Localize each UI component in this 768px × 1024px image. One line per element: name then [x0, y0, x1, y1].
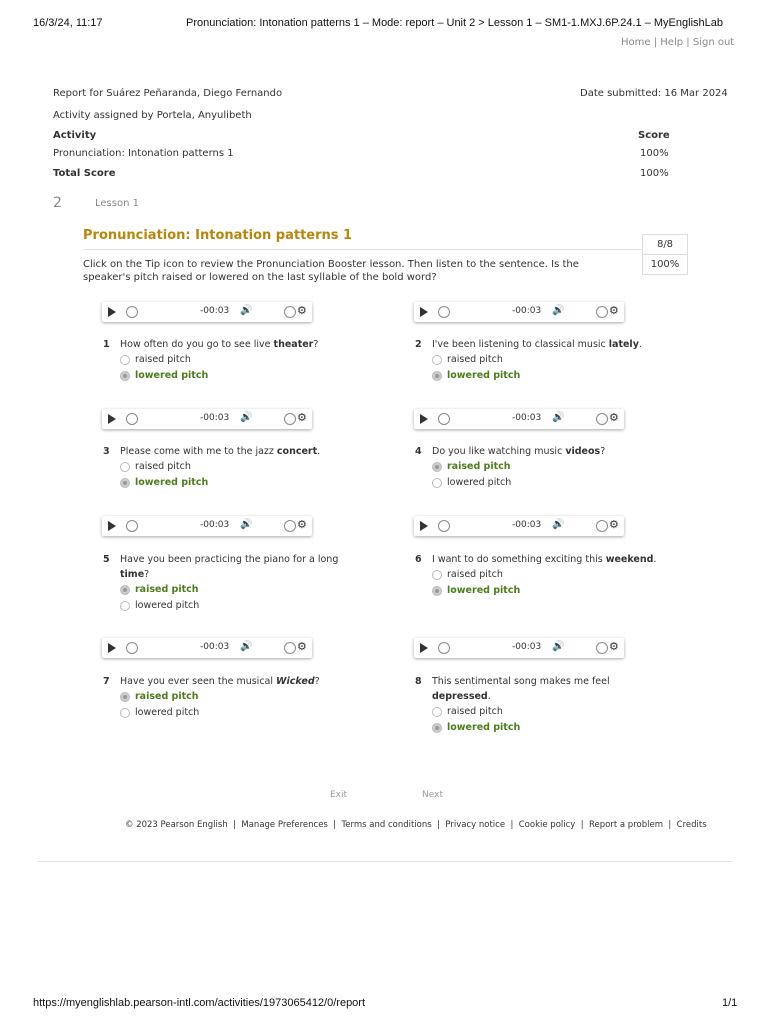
bold-word: videos	[565, 446, 601, 457]
footer-separator: |	[668, 820, 672, 830]
question-2	[415, 337, 662, 384]
page-footer	[125, 820, 707, 830]
gear-icon[interactable]: ⚙	[297, 640, 307, 653]
option-label: raised pitch	[135, 354, 191, 365]
footer-separator: |	[510, 820, 514, 830]
progress-handle[interactable]	[126, 413, 138, 425]
progress-handle[interactable]	[438, 413, 450, 425]
question-punct: ?	[144, 569, 150, 580]
play-icon[interactable]	[108, 643, 116, 653]
question-number: 3	[103, 446, 110, 457]
question-punct: ?	[600, 446, 606, 457]
footer-separator: |	[580, 820, 584, 830]
audio-player[interactable]	[102, 409, 312, 429]
radio-button[interactable]	[120, 371, 130, 381]
play-icon[interactable]	[420, 521, 428, 531]
volume-icon[interactable]: 🔊	[240, 641, 253, 652]
volume-handle[interactable]	[284, 413, 296, 425]
audio-player[interactable]	[414, 409, 624, 429]
next-button[interactable]: Next	[422, 790, 443, 800]
question-text: Do you like watching music	[432, 446, 566, 457]
question-punct: .	[317, 446, 321, 457]
play-icon[interactable]	[420, 643, 428, 653]
option-lowered-pitch[interactable]	[432, 720, 662, 736]
volume-handle[interactable]	[284, 520, 296, 532]
bold-word: lately	[608, 339, 639, 350]
question-text: This sentimental song makes me feel	[432, 676, 610, 687]
volume-handle[interactable]	[284, 306, 296, 318]
credits-link[interactable]: Credits	[676, 820, 707, 830]
option-label: raised pitch	[447, 461, 511, 472]
question-8	[415, 674, 662, 736]
question-text: I've been listening to classical music	[432, 339, 609, 350]
footer-separator: |	[437, 820, 440, 830]
question-punct: ?	[314, 676, 320, 687]
progress-handle[interactable]	[126, 306, 138, 318]
option-raised-pitch[interactable]	[120, 582, 350, 598]
bold-word: depressed	[432, 691, 488, 702]
radio-button[interactable]	[432, 478, 442, 488]
print-url: https://myenglishlab.pearson-intl.com/activities/1973065412/0/report	[33, 997, 366, 1009]
audio-time: -00:03	[200, 306, 230, 316]
audio-time: -00:03	[512, 413, 542, 423]
question-punct: .	[487, 691, 491, 702]
audio-player[interactable]	[414, 516, 624, 536]
option-label: lowered pitch	[447, 370, 521, 381]
question-number: 2	[415, 339, 422, 350]
option-label: lowered pitch	[135, 370, 209, 381]
instructions: Click on the Tip icon to review the Pronunciation Booster lesson. Then listen to the sentence. Is the speaker's pitch raised or lowered on the last syllable of the bold word?	[83, 259, 579, 283]
activity-score-box	[642, 234, 688, 275]
question-text: How often do you go to see live	[120, 339, 274, 350]
gear-icon[interactable]: ⚙	[297, 411, 307, 424]
progress-handle[interactable]	[126, 520, 138, 532]
radio-button[interactable]	[120, 478, 130, 488]
radio-button[interactable]	[432, 371, 442, 381]
option-raised-pitch[interactable]	[120, 459, 350, 475]
audio-time: -00:03	[200, 520, 230, 530]
audio-time: -00:03	[512, 642, 542, 652]
date-submitted: Date submitted: 16 Mar 2024	[580, 88, 728, 99]
question-number: 1	[103, 339, 110, 350]
title-divider	[83, 249, 643, 250]
activity-title: Pronunciation: Intonation patterns 1	[83, 228, 353, 243]
gear-icon[interactable]: ⚙	[297, 304, 307, 317]
question-number: 5	[103, 554, 110, 565]
audio-player[interactable]	[102, 516, 312, 536]
privacy-link[interactable]: Privacy notice	[445, 820, 506, 830]
question-punct: .	[653, 554, 657, 565]
progress-handle[interactable]	[126, 642, 138, 654]
audio-time: -00:03	[512, 306, 542, 316]
option-label: lowered pitch	[447, 585, 521, 596]
nav-separator: |	[686, 37, 690, 48]
question-punct: .	[638, 339, 642, 350]
print-datetime: 16/3/24, 11:17	[33, 17, 103, 29]
report-problem-link[interactable]: Report a problem	[589, 820, 663, 830]
option-label: lowered pitch	[135, 707, 200, 718]
audio-player[interactable]	[102, 638, 312, 658]
option-label: lowered pitch	[447, 477, 512, 488]
activity-name: Pronunciation: Intonation patterns 1	[53, 148, 234, 159]
audio-time: -00:03	[200, 413, 230, 423]
radio-button[interactable]	[120, 462, 130, 472]
activity-score: 100%	[640, 148, 669, 159]
option-raised-pitch[interactable]	[432, 567, 662, 583]
sign-out-link[interactable]: Sign out	[692, 37, 735, 48]
volume-icon[interactable]: 🔊	[552, 519, 565, 530]
option-label: raised pitch	[135, 584, 199, 595]
volume-handle[interactable]	[596, 520, 608, 532]
option-raised-pitch[interactable]	[432, 704, 662, 720]
volume-icon[interactable]: 🔊	[240, 305, 253, 316]
radio-button[interactable]	[432, 570, 442, 580]
score-percent: 100%	[650, 259, 680, 270]
option-lowered-pitch[interactable]	[120, 705, 350, 721]
volume-handle[interactable]	[596, 413, 608, 425]
lesson-number: 2	[53, 195, 62, 211]
manage-preferences-link[interactable]: Manage Preferences	[241, 820, 328, 830]
option-label: raised pitch	[447, 569, 503, 580]
option-label: raised pitch	[135, 691, 199, 702]
audio-time: -00:03	[512, 520, 542, 530]
bold-word: time	[120, 569, 145, 580]
gear-icon[interactable]: ⚙	[297, 518, 307, 531]
progress-handle[interactable]	[438, 642, 450, 654]
radio-button[interactable]	[120, 692, 130, 702]
top-nav	[621, 37, 734, 48]
option-lowered-pitch[interactable]	[432, 368, 662, 384]
assigned-by: Activity assigned by Portela, Anyulibeth	[53, 110, 252, 121]
play-icon[interactable]	[108, 521, 116, 531]
bold-word: Wicked	[276, 676, 315, 687]
nav-separator: |	[653, 37, 658, 48]
radio-button[interactable]	[432, 355, 442, 365]
terms-link[interactable]: Terms and conditions	[341, 820, 432, 830]
bold-word: weekend	[605, 554, 654, 565]
option-label: lowered pitch	[447, 722, 521, 733]
total-score-label: Total Score	[53, 168, 116, 179]
question-5	[103, 552, 350, 614]
audio-time: -00:03	[200, 642, 230, 652]
cookie-policy-link[interactable]: Cookie policy	[518, 820, 576, 830]
gear-icon[interactable]: ⚙	[609, 304, 619, 317]
audio-player[interactable]	[414, 302, 624, 322]
gear-icon[interactable]: ⚙	[609, 640, 619, 653]
print-title: Pronunciation: Intonation patterns 1 – Mode: report – Unit 2 > Lesson 1 – SM1-1.MXJ.6P.24.1 – MyEnglishLab	[186, 17, 723, 29]
play-icon[interactable]	[108, 414, 116, 424]
audio-player[interactable]	[102, 302, 312, 322]
question-text: I want to do something exciting this	[432, 554, 606, 565]
print-page: 1/1	[722, 997, 738, 1009]
volume-handle[interactable]	[596, 306, 608, 318]
option-label: lowered pitch	[135, 600, 200, 611]
activity-header: Activity	[53, 130, 97, 141]
question-punct: ?	[313, 339, 319, 350]
audio-player[interactable]	[414, 638, 624, 658]
radio-button[interactable]	[120, 708, 130, 718]
question-7	[103, 674, 350, 721]
volume-icon[interactable]: 🔊	[552, 305, 565, 316]
option-label: lowered pitch	[135, 477, 209, 488]
help-link[interactable]: Help	[660, 37, 684, 48]
option-label: raised pitch	[447, 354, 503, 365]
bold-word: concert	[276, 446, 318, 457]
play-icon[interactable]	[420, 307, 428, 317]
volume-icon[interactable]: 🔊	[552, 641, 565, 652]
option-raised-pitch[interactable]	[120, 352, 350, 368]
home-link[interactable]: Home	[621, 37, 651, 48]
option-lowered-pitch[interactable]	[432, 583, 662, 599]
option-lowered-pitch[interactable]	[120, 475, 350, 491]
question-number: 4	[415, 446, 422, 457]
radio-button[interactable]	[432, 723, 442, 733]
total-score-value: 100%	[640, 168, 669, 179]
score-header: Score	[638, 130, 670, 141]
question-number: 8	[415, 676, 422, 687]
radio-button[interactable]	[120, 355, 130, 365]
footer-separator: |	[233, 820, 236, 830]
progress-handle[interactable]	[438, 306, 450, 318]
play-icon[interactable]	[108, 307, 116, 317]
gear-icon[interactable]: ⚙	[609, 411, 619, 424]
score-fraction: 8/8	[643, 235, 687, 255]
report-for: Report for Suárez Peñaranda, Diego Fernando	[53, 88, 283, 99]
radio-button[interactable]	[120, 601, 130, 611]
question-3	[103, 444, 350, 491]
play-icon[interactable]	[420, 414, 428, 424]
radio-button[interactable]	[432, 707, 442, 717]
question-4	[415, 444, 662, 491]
volume-icon[interactable]: 🔊	[240, 412, 253, 423]
radio-button[interactable]	[432, 586, 442, 596]
question-1	[103, 337, 350, 384]
option-lowered-pitch[interactable]	[120, 598, 350, 614]
radio-button[interactable]	[120, 585, 130, 595]
question-number: 6	[415, 554, 422, 565]
footer-separator: |	[333, 820, 337, 830]
question-6	[415, 552, 662, 599]
bold-word: theater	[273, 339, 314, 350]
option-lowered-pitch[interactable]	[120, 368, 350, 384]
gear-icon[interactable]: ⚙	[609, 518, 619, 531]
volume-icon[interactable]: 🔊	[240, 519, 253, 530]
volume-handle[interactable]	[596, 642, 608, 654]
volume-handle[interactable]	[284, 642, 296, 654]
question-text: Have you been practicing the piano for a long	[120, 554, 339, 565]
question-text: Please come with me to the jazz	[120, 446, 277, 457]
progress-handle[interactable]	[438, 520, 450, 532]
question-number: 7	[103, 676, 110, 687]
exit-button[interactable]: Exit	[330, 790, 348, 800]
copyright: © 2023 Pearson English	[125, 820, 228, 830]
volume-icon[interactable]: 🔊	[552, 412, 565, 423]
option-raised-pitch[interactable]	[432, 459, 662, 475]
option-label: raised pitch	[135, 461, 191, 472]
lesson-label: Lesson 1	[95, 198, 139, 209]
radio-button[interactable]	[432, 462, 442, 472]
option-raised-pitch[interactable]	[120, 689, 350, 705]
option-raised-pitch[interactable]	[432, 352, 662, 368]
footer-divider	[37, 861, 732, 862]
question-text: Have you ever seen the musical	[120, 676, 277, 687]
option-label: raised pitch	[447, 706, 503, 717]
option-lowered-pitch[interactable]	[432, 475, 662, 491]
